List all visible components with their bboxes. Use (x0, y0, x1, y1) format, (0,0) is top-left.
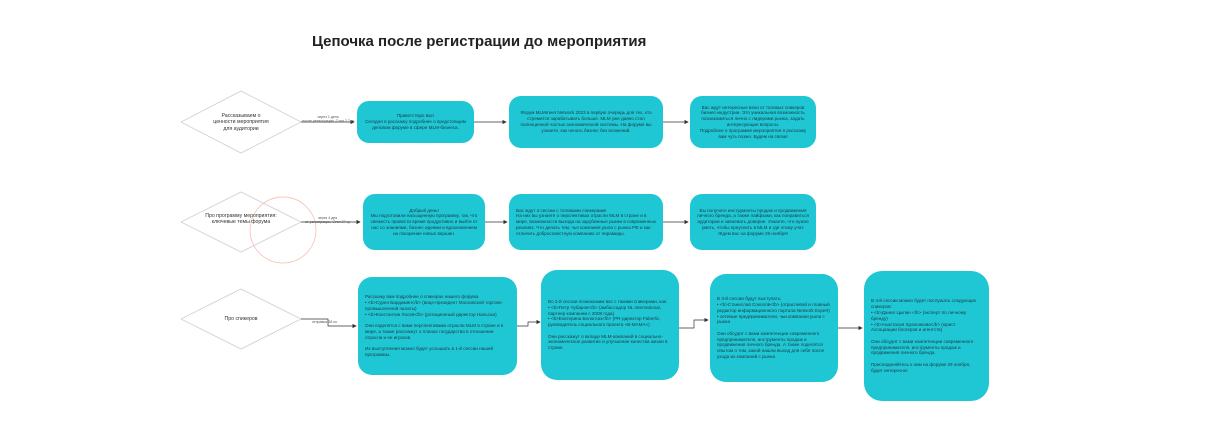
edge-3-3 (679, 320, 708, 328)
page-title: Цепочка после регистрации до мероприятия (312, 33, 647, 50)
edge-3-2 (517, 322, 540, 326)
message-card-2-1[interactable] (363, 194, 485, 250)
message-card-1-3[interactable] (690, 96, 816, 148)
message-card-text: Форум MLMmeet Network 2023 в первую очередь для тех, кто стремится зарабатывать больше. MLM уже давно стал полноценной частью экономической системы. На форуме вы узнаете, как начать бизнес без вложений. (520, 110, 652, 133)
message-card-3-4[interactable] (864, 271, 989, 401)
message-card-text: Приветствую вас! Сегодня я расскажу подробнее о предстоящем деловом форуме в сфере MLM-бизнеса. (365, 113, 466, 130)
edge-label-1: через 1 день после регистрации. Стол 2 7 ку (302, 115, 355, 124)
trigger-label-1: Рассказываем о ценности мероприятия для аудитории (213, 113, 269, 132)
message-card-text: Вас ждут 4 сессии с топовыми спикерами! На них вы узнаете о перспективах отрасли MLM в стране и в мире, возможности выхода на зарубежные рынки в современных реалиях. Что делать тем, чья компания ушла с рынка РФ и как отличить добросовестную компанию от пирамиды. (516, 207, 656, 236)
message-card-3-1[interactable] (358, 277, 517, 375)
trigger-label-3: Про спикеров (224, 316, 258, 322)
message-card-2-3[interactable] (690, 194, 816, 250)
trigger-label-2: Про программу мероприятия: ключевые темы форума (205, 213, 277, 226)
message-card-text: Вас ждут интересные вехи от топовых спикеров бизнес-индустрии. Это уникальная возможность познакомиться лично с лидерами рынка, задать интересующие вопросы. Подробнее о программе мероприятия я расскажу вам чуть позже. Будем на связи! (699, 104, 807, 139)
message-card-2-2[interactable] (509, 194, 663, 250)
message-card-3-2[interactable] (541, 270, 679, 380)
message-card-text: Вы получите инструменты продаж и продвижения личного бренда, а также лайфхаки, как понравиться аудитории и завоевать доверие. Узнаете, что нужно уметь, чтобы преуспеть в MLM и где этому учат. Ждем вас на форуме 29 ноября! (697, 207, 809, 236)
message-card-1-2[interactable] (509, 96, 663, 148)
message-card-text: Добрый день! Мы подготовили насыщенную программу, так, что свежесть провести время продуктивно и выйти от нас со знаниями, бизнес идеями и вдохновением на покорение новых вершин. (370, 207, 478, 236)
message-card-text: В 4-й сессии можно будет послушать следующих спикеров: • <b>Данил Цыпин </b> (эксперт по личному бренду) • <b>Анастасия Храпонкова</b> (юрист Ассоциации блогеров и агентств) Они обсудят с вами компетенции современного предпринимателя, инструменты продаж и продвижения личного бренда. Присоединяйтесь к нам на форуме 29 ноября, будет интересно! (871, 298, 977, 373)
message-card-1-1[interactable] (357, 101, 474, 143)
message-card-text: В 3-й сессии будут выступать: • <b>Станислав Соколов</b> (отраслевой и главный редактор информационного портала Network Expert) • сетевые предприниматели, чьи компании ушли с рынка Они обсудят с вами компетенции современного предпринимателя, инструменты продаж и продвижения личного бренда. А также поделятся опытом о том, какой нашли выход для себя после ухода их компаний с рынка (717, 296, 830, 360)
edge-label-2: через 4 дня от регистрации. Стол 27 ку (305, 216, 351, 225)
edge-label-3: отправка 28 no (312, 320, 338, 324)
message-card-3-3[interactable] (710, 274, 838, 382)
message-card-text: Во 2-й сессии познакомим вас с такими спикерами, как: • <b>Петр Чубаров</b> (амбассадор NL International, партнер компании с 2008 года) • <b>Екатерина Белоглаз</b> (PR-директор Faberlic, руководитель социального проекта «В-МАМА») Они расскажут о вкладе MLM-компаний в социально-экономическое развитие и улучшение качества жизни в стране. (548, 298, 668, 351)
message-card-text: Расскажу вам подробнее о спикерах нашего форума. • <b>Сурен Бардамян</b> (вице-президент Московской торгово-промышленной палаты) • <b>Константин Лосев</b> (ротационный директор Нальсан) Они поделятся с вами перспективами отрасли MLM в стране и в мире, а также расскажут о планах государства в отношении отрасли и ее игроков. Их выступления можно будет услышать в 1-й сессии нашей программы. (365, 294, 504, 358)
